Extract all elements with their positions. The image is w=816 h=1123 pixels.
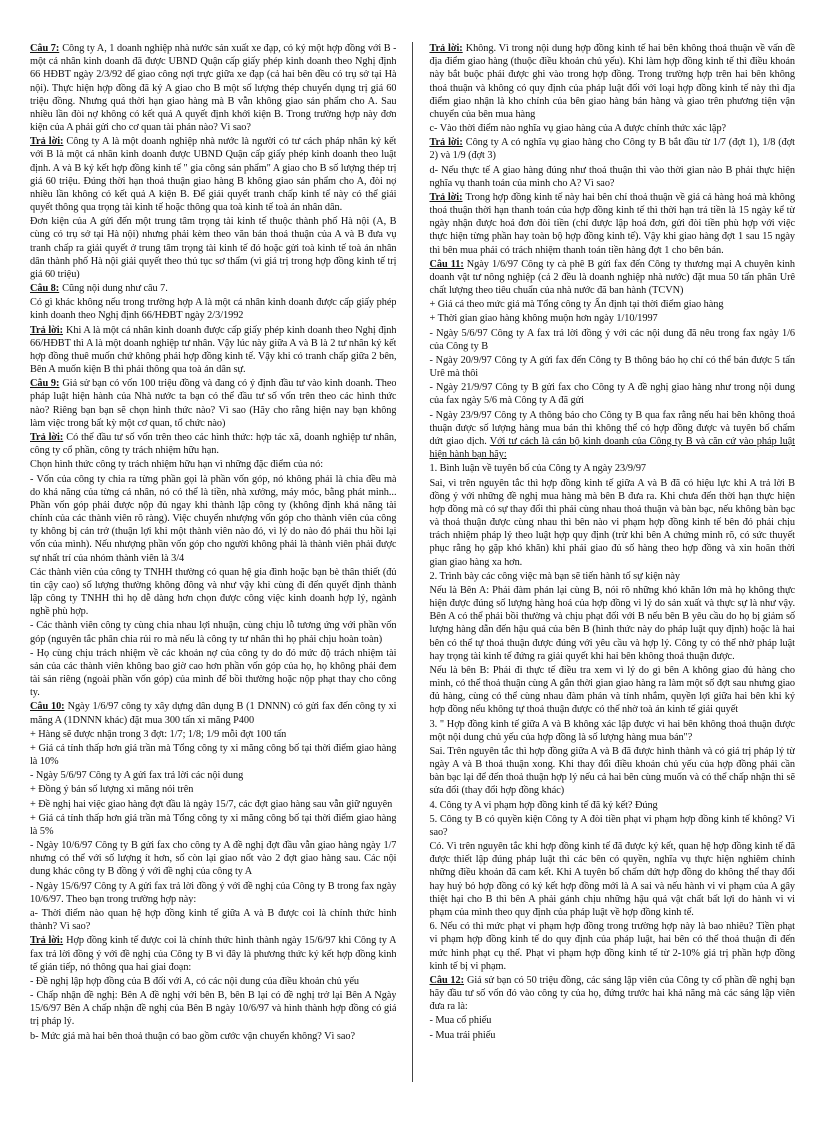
question-label: Trả lời: (429, 43, 463, 54)
paragraph-text: Có. Vì trên nguyên tắc khi hợp đồng kinh tế đã được ký kết, quan hệ hợp đồng kinh tế đã được thiết lập đúng pháp luật thì các bên có quyền, nghĩa vụ thực hiện nghiêm chỉnh những điều khoản đã cam kết. Khi A tuyên bố chấm dứt hợp đồng do không thể thay đổi hay huỷ bỏ hợp đồng có ký kết hợp đồng mới là A sai và nếu hành vi vi phạm của A gây thiệt hại cho B thì bên A phải gánh chịu những hậu quả vật chất bất lợi do hành vi vi phạm của mình theo quy định của pháp luật về hợp đồng kinh tế. (429, 841, 795, 918)
paragraph-text: - Chấp nhận đề nghị: Bên A đề nghị với bên B, bên B lại có đề nghị trở lại Bên A Ngày 15/6/97 Bên A chấp nhận đề nghị của Bên B ngày 10/6/97 và hình thành hợp đồng có giá trị pháp lý. (30, 990, 397, 1028)
paragraph-text: - Ngày 5/6/97 Công ty A fax trả lời đồng ý với các nội dung đã nêu trong fax ngày 1/6 của Công ty B (429, 327, 795, 352)
paragraph-text: Công ty A có nghĩa vụ giao hàng cho Công ty B bắt đầu từ 1/7 (đợt 1), 1/8 (đợt 2) và 1/9 (đợt 3) (429, 137, 795, 162)
paragraph-text: 2. Trình bày các công việc mà bạn sẽ tiến hành tố sự kiện này (429, 570, 680, 582)
paragraph-text: 3. " Hợp đồng kinh tế giữa A và B không xác lập được vì hai bên không thoả thuận được một nội dung chủ yếu của hợp đồng là số lượng hàng mua bán"? (429, 718, 795, 743)
paragraph (30, 769, 396, 782)
paragraph-text: Cũng nội dung như câu 7. (62, 283, 168, 295)
paragraph-text: Giả sử bạn có 50 triệu đồng, các sáng lập viên của Công ty cổ phần đề nghị bạn hãy đầu tư số vốn đó vào công ty của họ, đứng trước hai khả năng mà các sáng lập viên đưa ra là: (429, 974, 795, 1013)
paragraph (30, 377, 396, 430)
paragraph-text: + Đề nghị hai việc giao hàng đợt đầu là ngày 15/7, các đợt giao hàng sau vẫn giữ nguyên (30, 798, 393, 810)
paragraph (30, 934, 396, 974)
paragraph (30, 907, 396, 933)
paragraph-text: + Giá cả theo mức giá mà Tổng công ty Ấn định tại thời điểm giao hàng (429, 299, 724, 311)
paragraph (429, 462, 795, 475)
paragraph (30, 728, 396, 741)
paragraph-text: Khi A là một cá nhân kinh doanh được cấp giấy phép kinh doanh theo Nghị định 66/HĐBT thì A là một doanh nghiệp tư nhân. Vậy lúc này giữa A và B là 2 tư nhân ký kết hợp đồng thuê muốn chứ không phải hợp đồng kinh tế. Vậy khi có tranh chấp giữa 2 bên, Bên A muốn kiện B thì phải thông qua toà án dân sự. (30, 324, 397, 376)
paragraph-emphasis: Với tư cách là cán bộ kinh doanh của Công ty B và căn cứ vào pháp luật hiện hành bạn hãy: (429, 435, 795, 461)
paragraph-text: + Hàng sẽ được nhận trong 3 đợt: 1/7; 1/8; 1/9 mỗi đợt 100 tấn (30, 728, 287, 740)
paragraph-text: c- Vào thời điểm nào nghĩa vụ giao hàng của A được chính thức xác lập? (429, 123, 727, 135)
question-label: Trả lời: (429, 137, 463, 149)
paragraph-text: - Ngày 5/6/97 Công ty A gửi fax trả lời các nội dung (30, 770, 244, 782)
paragraph (30, 619, 396, 645)
paragraph (30, 742, 396, 768)
paragraph-text: - Ngày 23/9/97 Công ty A thông báo cho Công ty B qua fax rằng nếu hai bên không thoả thuận được số lượng hàng mua bán thì không thể có hợp đồng được và tuyên bố chấm dứt giao dịch. (429, 409, 795, 447)
left-column (30, 42, 396, 1082)
paragraph (429, 718, 795, 744)
paragraph-text: - Ngày 21/9/97 Công ty B gửi fax cho Công ty A đề nghị giao hàng như trong nội dung của fax ngày 5/6 mà Công ty A đã gửi (429, 382, 795, 407)
paragraph-text: + Giá cả tính thấp hơn giá trần mà Tổng công ty xi măng công bố tại thời điểm giao hàng là 5% (30, 812, 397, 837)
paragraph-text: - Họ cùng chịu trách nhiệm về các khoản nợ của công ty do đó mức độ trách nhiệm tài sản của các thành viên không bao giờ cao hơn phần vốn góp của họ, họ không phải đem tài sản riêng (ngoài phần vốn góp) của mình để bồi thường hoặc nộp phạt thay cho công ty. (30, 647, 397, 699)
paragraph (429, 570, 795, 583)
paragraph-text: + Giá cả tính thấp hơn giá trần mà Tổng công ty xi măng công bố tại thời điểm giao hàng là 10% (30, 742, 397, 768)
paragraph (429, 122, 795, 135)
paragraph-text: b- Mức giá mà hai bên thoả thuận có bao gồm cước vận chuyển không? Vì sao? (30, 1030, 355, 1042)
paragraph-text: Ngày 1/6/97 Công ty cà phê B gửi fax đến Công ty thương mại A chuyên kinh doanh vật tư nông nghiệp (cả 2 đều là doanh nghiệp nhà nước) đặt mua 50 tấn phân Urê chất lượng theo tiêu chuẩn của nhà nước đã ban hành (TCVN) (429, 258, 795, 297)
paragraph (429, 1029, 795, 1042)
paragraph (429, 409, 795, 462)
paragraph (429, 327, 795, 353)
paragraph-text: Không. Vì trong nội dung hợp đồng kinh tế hai bên không thoả thuận về vấn đề địa điểm giao hàng (thuộc điều khoản chủ yếu). Khi làm hợp đồng kinh tế thì điều khoản này bắt buộc phải được ghi vào trong hợp đồng. Trong trường hợp trên hai bên không thoả thuận và không có quy định của pháp luật đối với loại hợp đồng kinh tế này thì địa điểm giao nhận là kho chính của bên giao hàng bán hàng và giao trên phương tiện vận chuyển của bên mua hàng (429, 43, 795, 120)
question-label: Trả lời: (30, 136, 64, 148)
paragraph-text: d- Nếu thực tế A giao hàng đúng như thoả thuận thì vào thời gian nào B phải thực hiện nghĩa vụ thanh toán của mình cho A? Vì sao? (429, 164, 795, 189)
paragraph-text: Công ty A là một doanh nghiệp nhà nước là người có tư cách pháp nhân ký kết với B là một cá nhân kinh doanh được UBND Quận cấp giấy phép kinh doanh theo luật định. A và B ký kết hợp đồng kinh tế " gia công sản phẩm" A giao cho B số lượng thép trị giá 60 triệu. Đúng thời hạn thoả thuận giao hàng B không giao sản phẩm cho A, đòi nợ nhiều lần không có kết quả A kiện B. Để giải quyết tranh chấp kinh tế này có thể giải quyết thông qua trọng tài kinh tế hoặc thông qua toà kinh tế toà án nhân dân. (30, 136, 397, 214)
paragraph (30, 880, 396, 906)
paragraph (429, 42, 795, 121)
paragraph-text: - Đề nghị lập hợp đồng của B đối với A, có các nội dung của điều khoản chủ yếu (30, 975, 359, 987)
paragraph (429, 799, 795, 812)
question-label: Câu 9: (30, 378, 60, 390)
paragraph (30, 647, 396, 700)
paragraph-text: Giả sử bạn có vốn 100 triệu đồng và đang có ý định đầu tư vào kinh doanh. Theo pháp luật hiện hành của Nhà nước ta bạn có thể đầu tư số vốn trên theo các hình thức nào? Riêng bạn bạn sẽ chọn hình thức nào? Vì sao (Hãy cho rằng hiện nay bạn không làm việc trong bất kỳ một cơ quan, tổ chức nào) (30, 378, 397, 429)
paragraph-text: - Mua cổ phiếu (429, 1015, 492, 1027)
paragraph-text: Có gì khác không nếu trong trường hợp A là một cá nhân kinh doanh được cấp giấy phép kinh doanh theo Nghị định 66/HĐBT ngày 2/3/1992 (30, 297, 397, 322)
paragraph-text: Công ty A, 1 doanh nghiệp nhà nước sản xuất xe đạp, có ký một hợp đồng với B - một cá nhân kinh doanh đã được UBND Quận cấp giấy phép kinh doanh theo Nghị định 66 HĐBT ngày 2/3/92 để giao công nợi trực giữa xe đạp (cả hai bên đều có trụ sở tại Hà nội). Thực hiện hợp đồng đã ký A giao cho B một số lượng thép chuyển dụng trị giá 60 triệu đồng. Nhưng quá thời hạn giao hàng mà B vẫn không giao sản phẩm cho A. Sau nhiều lần đòi nợ không có kết quả A quyết định khởi kiện B. Trong trường hợp này đơn kiện của A phải gửi cho cơ quan tài phán nào? Vì sao? (30, 43, 397, 134)
paragraph-text: Trong hợp đồng kinh tế này hai bên chỉ thoả thuận về giá cả hàng hoá mà không thoả thuận thời hạn thanh toán của hợp đồng kinh tế thì thời hạn trả tiền là 15 ngày kể từ ngày nhận được hoá đơn đòi tiền (chỉ được lập hoá đơn, gửi đòi tiền phù hợp với việc thực hiện từng phần hay toàn bộ hợp đồng kinh tế). Vậy khi giao hàng đợt 1 sau 15 ngày thì bên mua phải có trách nhiệm thanh toán tiền hàng đợt 1 cho bên bán. (429, 191, 795, 256)
right-column (429, 42, 795, 1082)
paragraph (429, 312, 795, 325)
paragraph (429, 745, 795, 798)
question-label: Trả lời: (30, 431, 64, 443)
question-label: Câu 11: (429, 258, 464, 270)
question-label: Trả lời: (30, 324, 63, 336)
paragraph (429, 381, 795, 407)
paragraph-text: Hợp đồng kinh tế được coi là chính thức hình thành ngày 15/6/97 khi Công ty A fax trả lời đồng ý với đề nghị của Công ty B vì đây là phương thức ký kết hợp đồng kinh tế gián tiếp, nó thông qua hai giai đoạn: (30, 935, 397, 973)
paragraph (30, 566, 396, 619)
paragraph (30, 783, 396, 796)
paragraph (429, 258, 795, 298)
paragraph (429, 813, 795, 839)
paragraph (429, 477, 795, 569)
paragraph-text: - Ngày 20/9/97 Công ty A gửi fax đến Công ty B thông báo họ chỉ có thể bán được 5 tấn Urê mà thôi (429, 354, 795, 380)
paragraph (30, 458, 396, 471)
paragraph (429, 840, 795, 919)
paragraph-text: 6. Nếu có thì mức phạt vi phạm hợp đồng trong trường hợp này là bao nhiêu? Tiền phạt vi phạm hợp đồng kinh tế do quy định của pháp luật, hai bên có thể thoả thuận đi đến mức hình phạt cụ thể. Phạt vi phạm hợp đồng kinh tế từ 2-10% giá trị phần hợp đồng kinh tế bị vi phạm. (429, 921, 795, 972)
paragraph-text: - Ngày 15/6/97 Công ty A gửi fax trả lời đồng ý với đề nghị của Công ty B trong fax ngày 10/6/97. Theo bạn trong trường hợp này: (30, 880, 397, 905)
paragraph (30, 473, 396, 565)
paragraph (30, 324, 396, 377)
paragraph-text: - Mua trái phiếu (429, 1029, 496, 1041)
paragraph-text: a- Thời điểm nào quan hệ hợp đồng kinh tế giữa A và B được coi là chính thức hình thành? Vì sao? (30, 908, 397, 933)
paragraph-text: - Vốn của công ty chia ra từng phần gọi là phần vốn góp, nó không phải là chia đều mà do khả năng của từng cá nhân, nó có thể là tiền, nhà xưởng, máy móc, bằng phát minh... Phần vốn góp phải được nộp đủ ngay khi thành lập công ty (không định khả năng tài chính của các thành viên rõ ràng). Việc chuyển nhượng vốn góp cho thành viên của công ty không bị cản trở (thuận lợi khi một thành viên nào đó, vì lý do nào đó phải thu hồi lại vốn của mình). Nếu nhượng phần vốn góp cho người không phải là thành viên phải được sự nhất trí của nhóm thành viên là 3/4 (30, 473, 397, 564)
paragraph-text: Sai. Trên nguyên tắc thì hợp đồng giữa A và B đã được hình thành và có giá trị pháp lý từ ngày A và B thoả thuận xong. Khi thay đổi điều khoản chủ yếu của hợp đồng phải cần bàn bạc lại để đến thoả thuận hợp lý nếu cả hai bên cùng muốn và có thể chấp nhận thì sẽ sửa đổi (thay đổi hợp đồng khác) (429, 745, 795, 797)
document-page (30, 42, 795, 1082)
paragraph-text: Các thành viên của công ty TNHH thường có quan hệ gia đình hoặc bạn bè thân thiết (đủ tin cậy cao) số lượng thường không đông và như vậy khi cùng đi đến quyết định thành lập công ty TNHH thì họ dễ dàng hơn chọn được công việc kinh doanh hợp lý, ngành nghề phù hợp. (30, 566, 397, 618)
paragraph (429, 664, 795, 717)
paragraph (429, 920, 795, 973)
paragraph (30, 989, 396, 1029)
paragraph (30, 42, 396, 134)
paragraph (30, 215, 396, 281)
paragraph (30, 1030, 396, 1043)
paragraph-text: Ngày 1/6/97 công ty xây dựng dân dụng B (1 DNNN) có gửi fax đến công ty xi măng A (1DNNN khác) đặt mua 300 tấn xi măng P400 (30, 701, 397, 726)
paragraph (429, 298, 795, 311)
paragraph (429, 191, 795, 257)
question-label: Câu 8: (30, 283, 60, 295)
paragraph-text: - Ngày 10/6/97 Công ty B gửi fax cho công ty A đề nghị đợt đầu vẫn giao hàng ngày 1/7 nhưng có thể với số lượng ít hơn, số còn lại giao nốt vào 2 đợt giao hàng sau. Các nội dung khác công ty B đồng ý với đề nghị của công ty A (30, 840, 397, 878)
paragraph (30, 296, 396, 322)
paragraph (30, 839, 396, 879)
paragraph-text: Đơn kiện của A gửi đến một trung tâm trọng tài kinh tế thuộc thành phố Hà nội (A, B cùng có trụ sở tại Hà nội) nhưng phải kèm theo văn bản thoả thuận của A và B đưa vụ tranh chấp ra giải quyết ở trung tâm trọng tài kinh tế đó hoặc gửi toà kinh tế toà án nhân dân thành phố Hà nội giải quyết theo thủ tục sơ thẩm (vì giá trị trong hợp đồng kinh tế trị giá 60 triệu) (30, 216, 397, 280)
paragraph-text: 1. Bình luận về tuyên bố của Công ty A ngày 23/9/97 (429, 463, 647, 475)
paragraph (429, 164, 795, 190)
paragraph-text: Sai, vì trên nguyên tắc thì hợp đồng kinh tế giữa A và B đã có hiệu lực khi A trả lời B đồng ý với những đề nghị mua hàng mà bên B đưa ra. Khi chưa đến thời hạn thực hiện hợp đồng mà có sự thay đổi thì phải cùng nhau thoả thuận và bàn bạc, nếu không bàn bạc và thoả thuận được cùng nhau thì bên nào vi phạm hợp đồng kinh tế bên đó phải chịu trách nhiệm pháp lý theo luật hợp quy định (trừ khi bên A chứng minh rõ, có sức thuyết phục rằng họ gặp khó khăn) khi phải giao đủ số hàng theo hợp đồng và xin hoãn thời gian giao hàng xa hơn. (429, 477, 795, 568)
paragraph-text: 5. Công ty B có quyền kiện Công ty A đòi tiền phạt vi phạm hợp đồng kinh tế không? Vì sao? (429, 813, 795, 838)
question-label: Trả lời: (429, 191, 463, 203)
paragraph (30, 135, 396, 214)
paragraph (30, 975, 396, 988)
question-label: Câu 12: (429, 974, 464, 986)
paragraph (429, 584, 795, 663)
paragraph-text: Nếu là Bên A: Phải đàm phán lại cùng B, nói rõ những khó khăn lớn mà họ không thực hiện được đúng số lượng hàng hoá của hợp đồng vì lý do sản xuất và thực sự là như vậy. Bên A có thể phải bồi thường và chịu phạt đối với B nếu bên B yêu cầu do họ bị giảm số lượng hàng dẫn đến hậu quả của bên B (hình thức này do pháp luật quy định) hoặc là hai bên có thể tự thoả thuận được đúng với yêu cầu và hợp lý. Công ty có thể nhờ pháp luật hay trọng tài kinh tế đứng ra giải quyết khi hai bên không thoả thuận được. (429, 584, 795, 662)
paragraph (30, 700, 396, 726)
paragraph-text: + Thời gian giao hàng không muộn hơn ngày 1/10/1997 (429, 313, 658, 325)
paragraph (429, 354, 795, 380)
column-divider (412, 42, 413, 1082)
paragraph-text: Chọn hình thức công ty trách nhiệm hữu hạn vì những đặc điểm của nó: (30, 459, 324, 471)
paragraph (429, 136, 795, 162)
paragraph (30, 282, 396, 295)
question-label: Câu 7: (30, 43, 60, 54)
question-label: Trả lời: (30, 935, 64, 947)
paragraph-text: - Các thành viên công ty cùng chia nhau lợi nhuận, cùng chịu lỗ tương ứng với phần vốn góp (nguyên tắc phân chia rủi ro mà nếu là công ty tư nhân thì họ phải chịu hoàn toàn) (30, 620, 397, 645)
paragraph (429, 1014, 795, 1027)
paragraph (30, 431, 396, 457)
paragraph-text: Có thể đầu tư số vốn trên theo các hình thức: hợp tác xã, doanh nghiệp tư nhân, công ty cổ phần, công ty trách nhiệm hữu hạn. (30, 431, 397, 457)
paragraph (30, 798, 396, 811)
paragraph (30, 812, 396, 838)
paragraph (429, 974, 795, 1014)
question-label: Câu 10: (30, 701, 65, 713)
paragraph-text: Nếu là bên B: Phải đi thực tế điều tra xem vì lý do gì bên A không giao đủ hàng cho mình, có thể thoả thuận cùng A gắn thời gian giao hàng ra làm một số đợt sau nhưng giao đủ hàng, cùng có thể cùng nhau đàm phán và tính nhắm, quyền lợi giữa hai bên khi ký hợp đồng nếu không tự thoả thuận được có thể nhờ toà án kinh tế giải quyết (429, 664, 795, 716)
paragraph-text: + Đồng ý bán số lượng xi măng nói trên (30, 784, 194, 796)
paragraph-text: 4. Công ty A vi phạm hợp đồng kinh tế đã ký kết? Đúng (429, 799, 658, 811)
